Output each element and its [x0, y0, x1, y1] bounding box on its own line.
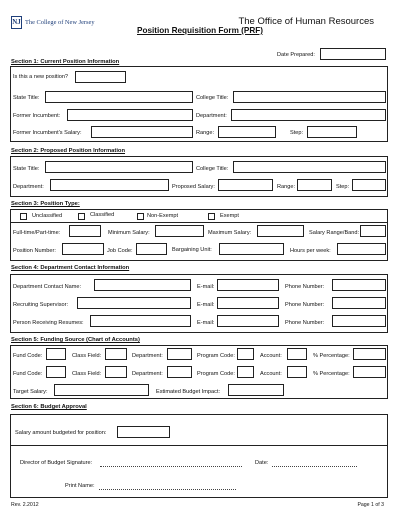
position-number-label: Position Number: — [13, 248, 56, 254]
program-code-field-1[interactable] — [237, 348, 254, 360]
min-salary-field[interactable] — [155, 225, 204, 237]
dept-contact-field[interactable] — [94, 279, 191, 291]
director-signature-label: Director of Budget Signature: — [20, 460, 93, 466]
former-incumbent-label: Former Incumbent: — [13, 113, 61, 119]
estimated-impact-label: Estimated Budget Impact: — [156, 389, 221, 395]
section-4-title: Section 4: Department Contact Information — [11, 265, 130, 271]
dept-contact-email-label: E-mail: — [197, 284, 215, 290]
proposed-salary-label: Proposed Salary: — [172, 184, 215, 190]
fund-code-field-2[interactable] — [46, 366, 66, 378]
class-field-field-1[interactable] — [105, 348, 127, 360]
class-field-field-2[interactable] — [105, 366, 127, 378]
s2-range-label: Range: — [277, 184, 296, 190]
s1-range-field[interactable] — [218, 126, 276, 138]
s2-step-field[interactable] — [352, 179, 386, 191]
s2-college-title-label: College Title: — [196, 166, 229, 172]
section-2-title: Section 2: Proposed Position Information — [11, 148, 126, 154]
new-position-label: Is this a new position? — [13, 74, 69, 80]
revision-label: Rev. 2.2012 — [11, 502, 39, 508]
section-3-divider — [10, 222, 388, 223]
dept-label-2: Department: — [132, 371, 163, 377]
s2-college-title-field[interactable] — [233, 161, 386, 173]
fund-code-field-1[interactable] — [46, 348, 66, 360]
section-6-divider — [10, 445, 388, 446]
max-salary-field[interactable] — [257, 225, 304, 237]
recruiting-supervisor-field[interactable] — [77, 297, 191, 309]
signature-date-label: Date: — [255, 460, 269, 466]
recruiting-supervisor-email-field[interactable] — [217, 297, 279, 309]
person-receiving-label: Person Receiving Resumes: — [13, 320, 84, 326]
former-incumbent-field[interactable] — [67, 109, 193, 121]
s2-range-field[interactable] — [297, 179, 332, 191]
section-1-title: Section 1: Current Position Information — [11, 59, 120, 65]
recruiting-supervisor-label: Recruiting Supervisor: — [13, 302, 69, 308]
job-code-label: Job Code: — [107, 248, 133, 254]
class-field-label-2: Class Field: — [72, 371, 102, 377]
recruiting-supervisor-email-label: E-mail: — [197, 302, 215, 308]
percentage-field-1[interactable] — [353, 348, 386, 360]
max-salary-label: Maximum Salary: — [208, 230, 252, 236]
class-field-label-1: Class Field: — [72, 353, 102, 359]
dept-contact-phone-field[interactable] — [332, 279, 386, 291]
person-receiving-field[interactable] — [90, 315, 191, 327]
percentage-label-1: % Percentage: — [313, 353, 350, 359]
account-label-1: Account: — [260, 353, 282, 359]
person-receiving-phone-label: Phone Number: — [285, 320, 325, 326]
proposed-salary-field[interactable] — [218, 179, 273, 191]
target-salary-label: Target Salary: — [13, 389, 48, 395]
full-part-time-field[interactable] — [69, 225, 101, 237]
classified-label: Classified — [90, 212, 115, 218]
s1-state-title-label: State Title: — [13, 95, 40, 101]
print-name-label: Print Name: — [65, 483, 95, 489]
dept-contact-email-field[interactable] — [217, 279, 279, 291]
salary-range-band-field[interactable] — [360, 225, 386, 237]
dept-label-1: Department: — [132, 353, 163, 359]
account-field-1[interactable] — [287, 348, 307, 360]
salary-range-band-label: Salary Range/Band: — [309, 230, 360, 236]
former-salary-label: Former Incumbent's Salary: — [13, 130, 82, 136]
salary-amount-field[interactable] — [117, 426, 170, 438]
recruiting-supervisor-phone-field[interactable] — [332, 297, 386, 309]
s2-step-label: Step: — [336, 184, 350, 190]
classified-checkbox[interactable] — [78, 213, 85, 220]
s1-department-field[interactable] — [231, 109, 386, 121]
dept-contact-phone-label: Phone Number: — [285, 284, 325, 290]
s1-department-label: Department: — [196, 113, 227, 119]
college-logo-text: The College of New Jersey — [25, 18, 95, 26]
unclassified-checkbox[interactable] — [20, 213, 27, 220]
dept-contact-label: Department Contact Name: — [13, 284, 82, 290]
fund-code-label-1: Fund Code: — [13, 353, 43, 359]
unclassified-label: Unclassified — [32, 213, 63, 219]
position-number-field[interactable] — [62, 243, 104, 255]
account-label-2: Account: — [260, 371, 282, 377]
section-3-title: Section 3: Position Type: — [11, 201, 80, 207]
non-exempt-label: Non-Exempt — [147, 213, 179, 219]
s2-state-title-field[interactable] — [45, 161, 193, 173]
percentage-field-2[interactable] — [353, 366, 386, 378]
exempt-label: Exempt — [220, 213, 239, 219]
program-code-label-2: Program Code: — [197, 371, 235, 377]
person-receiving-email-label: E-mail: — [197, 320, 215, 326]
dept-field-1[interactable] — [167, 348, 192, 360]
s2-state-title-label: State Title: — [13, 166, 40, 172]
target-salary-field[interactable] — [54, 384, 149, 396]
print-name-line[interactable] — [99, 489, 236, 490]
s1-college-title-field[interactable] — [233, 91, 386, 103]
program-code-label-1: Program Code: — [197, 353, 235, 359]
office-name: The Office of Human Resources — [238, 16, 374, 27]
date-prepared-field[interactable] — [320, 48, 386, 60]
salary-amount-label: Salary amount budgeted for position: — [15, 430, 107, 436]
fund-code-label-2: Fund Code: — [13, 371, 43, 377]
percentage-label-2: % Percentage: — [313, 371, 350, 377]
recruiting-supervisor-phone-label: Phone Number: — [285, 302, 325, 308]
exempt-checkbox[interactable] — [208, 213, 215, 220]
full-part-time-label: Full-time/Part-time: — [13, 230, 61, 236]
bargaining-unit-label: Bargaining Unit: — [172, 247, 212, 253]
section-6-title: Section 6: Budget Approval — [11, 404, 87, 410]
s1-college-title-label: College Title: — [196, 95, 229, 101]
bargaining-unit-field[interactable] — [219, 243, 284, 255]
hours-per-week-field[interactable] — [337, 243, 386, 255]
s2-department-label: Department: — [13, 184, 44, 190]
s1-step-field[interactable] — [307, 126, 357, 138]
dept-field-2[interactable] — [167, 366, 192, 378]
form-title: Position Requisition Form (PRF) — [137, 26, 263, 35]
account-field-2[interactable] — [287, 366, 307, 378]
person-receiving-email-field[interactable] — [217, 315, 279, 327]
college-logo-mark: NJ — [11, 16, 22, 29]
person-receiving-phone-field[interactable] — [332, 315, 386, 327]
director-signature-line[interactable] — [100, 466, 242, 467]
new-position-field[interactable] — [75, 71, 126, 83]
job-code-field[interactable] — [136, 243, 167, 255]
s1-state-title-field[interactable] — [45, 91, 193, 103]
s1-step-label: Step: — [290, 130, 304, 136]
s2-department-field[interactable] — [50, 179, 169, 191]
date-prepared-label: Date Prepared: — [277, 52, 315, 58]
non-exempt-checkbox[interactable] — [137, 213, 144, 220]
s1-range-label: Range: — [196, 130, 215, 136]
hours-per-week-label: Hours per week: — [290, 248, 331, 254]
former-salary-field[interactable] — [91, 126, 193, 138]
section-5-title: Section 5: Funding Source (Chart of Accounts) — [11, 337, 140, 343]
min-salary-label: Minimum Salary: — [108, 230, 150, 236]
program-code-field-2[interactable] — [237, 366, 254, 378]
signature-date-line[interactable] — [272, 466, 357, 467]
estimated-impact-field[interactable] — [228, 384, 284, 396]
page-number: Page 1 of 3 — [357, 502, 384, 508]
